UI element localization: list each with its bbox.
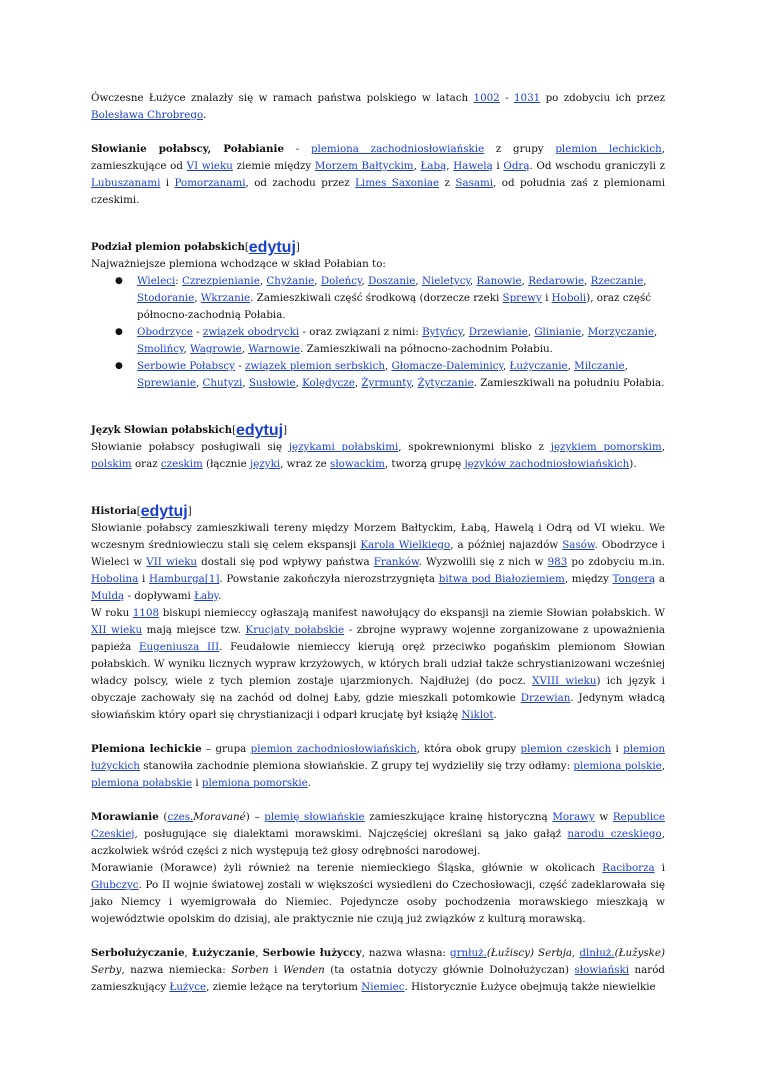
link[interactable]: plemiona połabskie <box>91 777 193 789</box>
link[interactable]: Sprewy <box>502 292 542 304</box>
text: i <box>541 292 552 304</box>
text: , nazwa własna: <box>361 947 451 959</box>
podzial-lead: Najważniejsze plemiona wchodzące w skład Połabian to: <box>91 258 386 270</box>
link[interactable]: Hawelą <box>453 160 493 172</box>
text: . Zamieszkiwali na południu Połabia. <box>473 377 665 389</box>
link[interactable]: Łaby <box>194 590 219 602</box>
text: ) – <box>245 811 265 823</box>
link[interactable]: Glinianie <box>534 326 582 338</box>
text: i <box>138 573 150 585</box>
term: Morawianie <box>91 811 159 823</box>
term: Serbowie łużyccy <box>262 947 362 959</box>
link[interactable]: Żyrmunty <box>361 377 411 389</box>
link[interactable]: Hobolina <box>91 573 139 585</box>
heading-text: Historia <box>91 506 137 517</box>
text: , <box>259 275 267 287</box>
text: . Zamieszkiwali część środkową (dorzecze rzeki <box>250 292 503 304</box>
text: , tworzą grupę <box>384 458 465 470</box>
text: , <box>194 292 201 304</box>
link-boleslaw[interactable]: Bolesława Chrobrego <box>91 109 203 121</box>
heading-historia <box>91 498 665 520</box>
text: , zamieszkujące od <box>91 143 665 172</box>
link[interactable]: Stodoranie <box>137 292 195 304</box>
link[interactable]: Smolińcy <box>137 343 184 355</box>
text: po zdobyciu m.in. <box>567 556 665 568</box>
link[interactable]: językiem pomorskim <box>550 441 662 453</box>
text: , <box>195 377 203 389</box>
text: i <box>611 743 624 755</box>
link[interactable]: Krucjaty połabskie <box>245 624 345 636</box>
text: , <box>654 326 658 338</box>
bracket: [ <box>232 425 236 436</box>
text: ( <box>158 811 168 823</box>
text: , <box>361 275 369 287</box>
link[interactable]: Bytyńcy <box>422 326 463 338</box>
link[interactable]: Niemiec <box>361 981 405 993</box>
text: . <box>493 709 497 721</box>
edit-link[interactable]: edytuj <box>235 422 284 439</box>
text: , <box>643 275 647 287</box>
link[interactable]: plemiona pomorskie <box>201 777 308 789</box>
text: , od południa zaś z plemionami czeskimi. <box>91 177 665 206</box>
link[interactable]: językami połabskimi <box>288 441 399 453</box>
link[interactable]: Eugeniusza III <box>139 641 220 653</box>
link-1002[interactable]: 1002 <box>473 92 500 104</box>
text: , nazwa niemiecka: <box>121 964 232 976</box>
text: , <box>502 360 510 372</box>
text: i <box>492 160 504 172</box>
text: ). <box>629 458 637 470</box>
text: , <box>314 275 321 287</box>
link[interactable]: Obodrzyce <box>137 326 193 338</box>
link[interactable]: narodu czeskiego <box>567 828 662 840</box>
text: . Feudałowie niemieccy kierują oręż przeciwko pogańskim plemionom Słowian połabskich. W wyniku licznych wypraw krzyżowych, w których brali udział także schrystianizowani wcześniej władcy polscy, wiele z tych plemion zostaje ujarzmionych. Najdłużej (do pocz. <box>91 641 666 687</box>
text: - <box>284 143 311 155</box>
link[interactable]: Warnowie <box>248 343 301 355</box>
list-item-serbowie <box>137 358 665 392</box>
text: (łącznie <box>202 458 251 470</box>
text: - zbrojne wyprawy wojenne zorganizowane z upoważnienia papieża <box>91 624 666 653</box>
link[interactable]: grnłuż. <box>450 947 487 959</box>
text: - dopływami <box>124 590 195 602</box>
link[interactable]: 1108 <box>132 607 160 619</box>
text: , <box>410 377 418 389</box>
text: , <box>184 947 192 959</box>
link[interactable]: Doszanie <box>368 275 416 287</box>
article <box>91 90 665 996</box>
link[interactable]: Republice Czeskiej <box>91 811 665 840</box>
link[interactable]: Lubuszanami <box>91 177 161 189</box>
text: – grupa <box>201 743 251 755</box>
text: , <box>521 275 529 287</box>
text: - <box>192 326 203 338</box>
italic-text: Wenden <box>282 964 325 976</box>
footnote-link[interactable]: [1] <box>204 573 220 585</box>
edit-link[interactable]: edytuj <box>140 503 188 520</box>
heading-text: Podział plemion połabskich <box>91 242 245 253</box>
text: , <box>469 275 477 287</box>
link[interactable]: Sprewianie <box>137 377 196 389</box>
link[interactable]: XVIII wieku <box>532 675 597 687</box>
link[interactable]: plemion łużyckich <box>91 743 666 772</box>
morawianie-paragraph-1 <box>91 809 665 860</box>
link[interactable]: Franków <box>373 556 419 568</box>
link[interactable]: Redarowie <box>528 275 585 287</box>
bracket: [ <box>244 242 249 253</box>
text: , <box>384 360 392 372</box>
heading-text: Język Słowian połabskich <box>91 425 233 436</box>
link[interactable]: Limes Saxoniae <box>355 177 440 189</box>
term: Serbołużyczanie <box>91 947 185 959</box>
text: . Powstanie zakończyła nierozstrzygnięta <box>219 573 439 585</box>
text: , <box>183 343 190 355</box>
link[interactable]: Drzewianie <box>468 326 528 338</box>
lechickie-paragraph <box>91 741 665 792</box>
text: . Zamieszkiwali na północno-zachodnim Połabiu. <box>300 343 553 355</box>
text: . <box>307 777 312 789</box>
text: i <box>268 964 283 976</box>
link[interactable]: Głubczyc <box>91 879 139 891</box>
link[interactable]: plemię słowiańskie <box>264 811 365 823</box>
link[interactable]: Głomacze-Daleminicy <box>391 360 503 372</box>
text: Słowianie połabscy zamieszkiwali tereny między Morzem Bałtyckim, Łabą, Hawelą i Odrą od VI wieku. We wczesnym średniowieczu stali się celem ekspansji <box>91 522 665 551</box>
term: Słowianie połabscy, Połabianie <box>91 143 284 155</box>
text: , od zachodu przez <box>245 177 356 189</box>
link[interactable]: Chyżanie <box>266 275 315 287</box>
text: ), oraz część północno-zachodnią Połabia. <box>137 292 652 321</box>
link[interactable]: czeskim <box>160 458 203 470</box>
italic-text: (Łužyske) Serby <box>91 947 665 976</box>
bracket: [ <box>136 506 141 517</box>
text: , <box>527 326 535 338</box>
text: W roku <box>91 607 133 619</box>
text: . Po II wojnie światowej zostali w większości wysiedleni do Czechosłowacji, część zadeklarowała się jako Niemcy i wyemigrowała do Niemiec. Pojedyncze osoby pochodzenia morawskiego mieszkają w województwie opolskim do dzisiaj, ale praktycznie nie czują już związków z kulturą morawską. <box>91 879 665 925</box>
link[interactable]: bitwa pod Białoziemiem <box>438 573 565 585</box>
text: - <box>499 92 514 104</box>
text: , spokrewnionymi blisko z <box>398 441 551 453</box>
text: . Od wschodu graniczyli z <box>529 160 666 172</box>
text: zamieszkujące krainę historyczną <box>364 811 553 823</box>
link-1031[interactable]: 1031 <box>513 92 541 104</box>
link[interactable]: Hamburga <box>149 573 205 585</box>
intro-paragraph <box>91 90 665 124</box>
text: w <box>594 811 613 823</box>
link[interactable]: Susłowie <box>248 377 296 389</box>
historia-paragraph-2 <box>91 605 665 724</box>
text: . Wyzwolili się z nich w <box>418 556 548 568</box>
heading-podzial <box>91 234 665 256</box>
link[interactable]: Drzewian <box>520 692 571 704</box>
link[interactable]: Doleńcy <box>320 275 362 287</box>
text: , <box>661 760 665 772</box>
text: , wraz ze <box>280 458 331 470</box>
text: po zdobyciu ich przez <box>540 92 665 104</box>
text: Słowianie połabscy posługiwali się <box>91 441 289 453</box>
italic-text: (Łužiscy) Serbja <box>486 947 573 959</box>
link[interactable]: 983 <box>547 556 568 568</box>
link[interactable]: związek obodrycki <box>202 326 300 338</box>
link[interactable]: plemion lechickich <box>555 143 662 155</box>
link[interactable]: Pomorzanami <box>174 177 246 189</box>
link[interactable]: Sasów <box>562 539 595 551</box>
text: - <box>234 360 246 372</box>
text: ) ich język i obyczaje zachowały się na zachód od dolnej Łaby, gdzie mieszkali potomkowie <box>91 675 665 704</box>
link[interactable]: języków zachodniosłowiańskich <box>464 458 630 470</box>
list-item-obodrzyce <box>137 324 665 358</box>
link[interactable]: Morawy <box>552 811 595 823</box>
text: , a później najazdów <box>450 539 563 551</box>
text: i <box>160 177 175 189</box>
text: , <box>354 377 362 389</box>
term: Plemiona lechickie <box>91 743 202 755</box>
term: Łużyczanie <box>191 947 256 959</box>
text: . <box>203 109 207 121</box>
text: Ówczesne Łużyce znalazły się w ramach państwa polskiego w latach <box>91 92 474 104</box>
link[interactable]: polskim <box>91 458 132 470</box>
serbo-paragraph <box>91 945 665 996</box>
link[interactable]: Łużyce <box>169 981 207 993</box>
link[interactable]: Odrą <box>503 160 530 172</box>
heading-jezyk <box>91 417 665 439</box>
link[interactable]: Karola Wielkiego <box>360 539 451 551</box>
text: , <box>661 441 665 453</box>
link[interactable]: plemiona polskie <box>573 760 662 772</box>
slowianie-paragraph <box>91 141 665 209</box>
text: z <box>439 177 456 189</box>
link[interactable]: czes. <box>167 811 194 823</box>
text: , <box>462 326 469 338</box>
link[interactable]: Serbowie Połabscy <box>137 360 235 372</box>
text: , <box>295 377 303 389</box>
link[interactable]: słowiański <box>574 964 630 976</box>
text: - oraz związani z nimi: <box>299 326 423 338</box>
text: ziemie między <box>232 160 315 172</box>
link[interactable]: Ranowie <box>476 275 522 287</box>
bracket: ] <box>295 242 300 253</box>
jezyk-paragraph <box>91 439 665 473</box>
link[interactable]: języki <box>250 458 281 470</box>
link[interactable]: XII wieku <box>91 624 143 636</box>
bracket: ] <box>187 506 192 517</box>
text: , posługujące się dialektami morawskimi. Najczęściej określani są jako gałąź <box>134 828 568 840</box>
tribe-list <box>91 273 665 392</box>
link[interactable]: Tongerą <box>612 573 656 585</box>
text: biskupi niemieccy ogłaszają manifest nawołujący do ekspansji na ziemie Słowian połabskich. W <box>159 607 666 619</box>
list-item-wieleci <box>137 273 665 324</box>
text: , <box>624 360 628 372</box>
link[interactable]: Łużyczanie <box>509 360 568 372</box>
text: naród zamieszkujący <box>91 964 666 993</box>
bracket: ] <box>283 425 288 436</box>
text: , <box>241 343 249 355</box>
text: mają miejsce tzw. <box>142 624 246 636</box>
text: , ziemie leżące na terytorium <box>206 981 362 993</box>
link[interactable]: Wkrzanie <box>200 292 251 304</box>
text: , <box>415 275 422 287</box>
link[interactable]: Morzem Bałtyckim <box>314 160 414 172</box>
text: , między <box>564 573 613 585</box>
link[interactable]: Hoboli <box>551 292 587 304</box>
text: , aczkolwiek wśród części z nich występują też głosy odrębności narodowej. <box>91 828 665 857</box>
link[interactable]: Morzyczanie <box>587 326 655 338</box>
text: , <box>581 326 588 338</box>
text: . Obodrzyce i Wieleci w <box>91 539 665 568</box>
text: , <box>584 275 591 287</box>
link[interactable]: Rzeczanie <box>590 275 644 287</box>
link[interactable]: Milczanie <box>574 360 625 372</box>
link[interactable]: VI wieku <box>186 160 233 172</box>
link[interactable]: Niklot <box>461 709 494 721</box>
link[interactable]: Wagrowie <box>190 343 242 355</box>
text: . <box>218 590 222 602</box>
text: , <box>567 360 575 372</box>
link[interactable]: Raciborza <box>602 862 655 874</box>
link[interactable]: Kolędycze <box>302 377 355 389</box>
edit-link[interactable]: edytuj <box>248 239 296 256</box>
link[interactable]: związek plemion serbskich <box>245 360 385 372</box>
text: dostali się pod wpływy państwa <box>197 556 374 568</box>
text: (ta ostatnia dotyczy głównie Dolnołużyczan) <box>324 964 575 976</box>
text: . Historycznie Łużyce obejmują także niewielkie <box>404 981 656 993</box>
morawianie-paragraph-2 <box>91 860 665 928</box>
text: . Jedynym władcą słowiańskim który oparł się chrystianizacji i odparł krucjatę był książę <box>91 692 665 721</box>
italic-text: Moravané <box>193 811 246 823</box>
text: , która obok grupy <box>416 743 521 755</box>
link[interactable]: Sasami <box>455 177 494 189</box>
text: : <box>175 275 182 287</box>
text: oraz <box>131 458 161 470</box>
link[interactable]: Żytyczanie <box>417 377 474 389</box>
text: , <box>255 947 263 959</box>
text: stanowiła zachodnie plemiona słowiańskie. Z grupy tej wydzieliły się trzy odłamy: <box>139 760 574 772</box>
text: i <box>654 862 665 874</box>
historia-paragraph-1 <box>91 520 665 605</box>
link[interactable]: Muldą <box>91 590 125 602</box>
text: z grupy <box>484 143 556 155</box>
link[interactable]: Chutyzi <box>202 377 243 389</box>
link[interactable]: plemiona zachodniosłowiańskie <box>310 143 485 155</box>
link[interactable]: Nieletycy <box>421 275 470 287</box>
link[interactable]: VII wieku <box>146 556 198 568</box>
text: , <box>572 947 580 959</box>
text: , <box>446 160 454 172</box>
text: i <box>192 777 202 789</box>
italic-text: Sorben <box>231 964 269 976</box>
text: , <box>242 377 249 389</box>
link[interactable]: dlnłuż. <box>579 947 615 959</box>
text: , <box>413 160 421 172</box>
link[interactable]: słowackim <box>330 458 385 470</box>
link[interactable]: plemion zachodniosłowiańskich <box>250 743 417 755</box>
text: Morawianie (Morawce) żyli również na terenie niemieckiego Śląska, głównie w okolicach <box>91 862 603 874</box>
text: a <box>655 573 666 585</box>
link[interactable]: Czrezpienianie <box>182 275 260 287</box>
link[interactable]: Wieleci <box>137 275 176 287</box>
link[interactable]: plemion czeskich <box>520 743 612 755</box>
link[interactable]: Łabą <box>420 160 447 172</box>
